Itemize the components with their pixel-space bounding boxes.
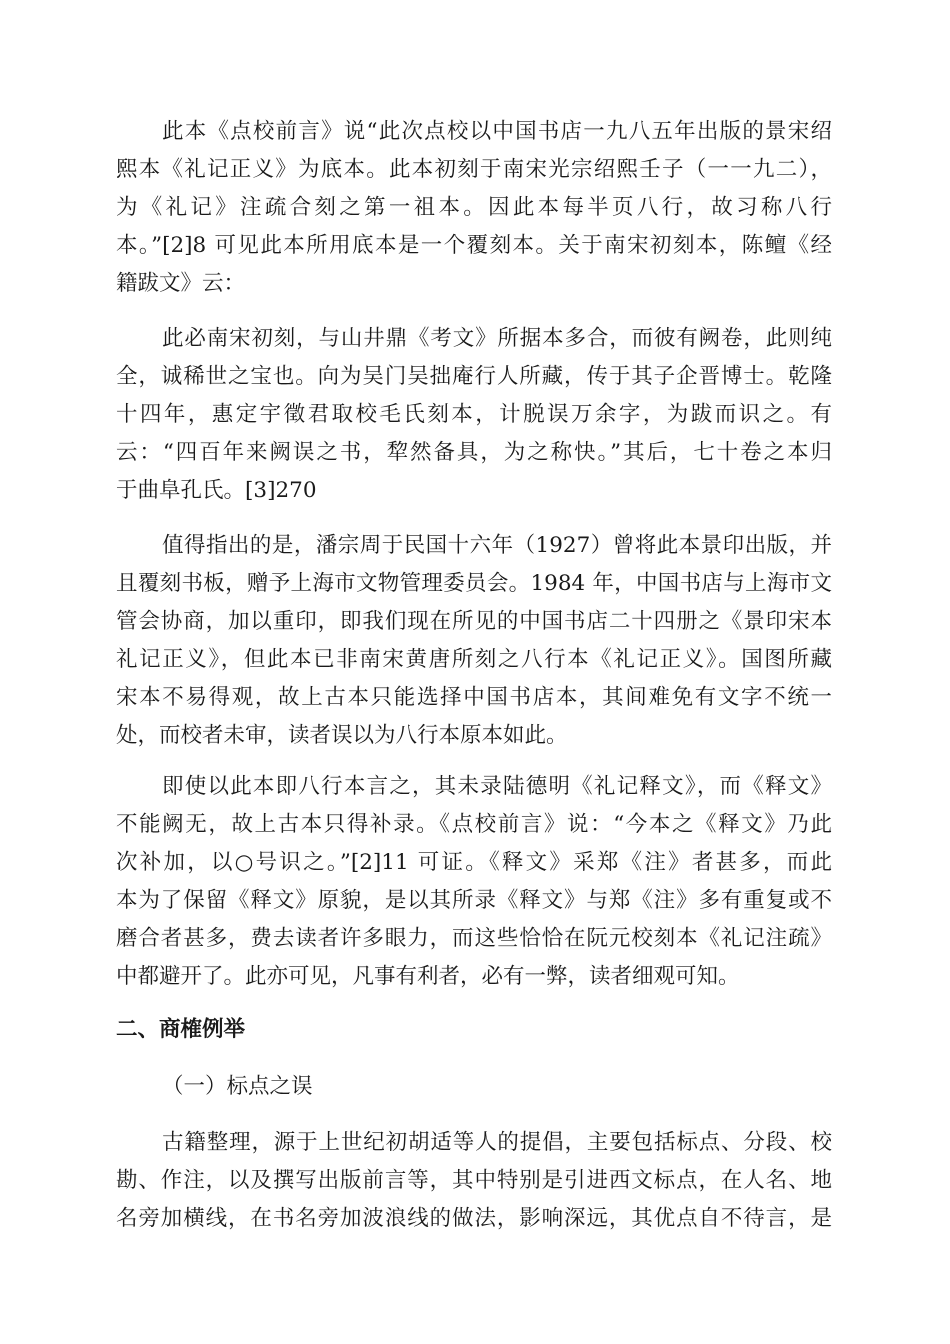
paragraph-preface-quote [116,113,832,303]
text-line: 次补加，以○号识之。”[2]11 可证。《释文》采郑《注》者甚多，而此 [116,850,832,875]
text-line: 熙本《礼记正义》为底本。此本初刻于南宋光宗绍熙壬子（一一九二）， [116,157,832,182]
paragraph-pan-zongzhou [116,527,832,755]
text-line: 管会协商，加以重印，即我们现在所见的中国书店二十四册之《景印宋本 [116,609,832,634]
subsection-heading: （一）标点之误 [162,1074,313,1099]
text-line: 云：“四百年来阙误之书，犂然备具，为之称快。”其后，七十卷之本归 [116,440,832,465]
paragraph-punctuation [116,1124,832,1238]
text-line: 于曲阜孔氏。[3]270 [116,478,317,503]
text-line: 本为了保留《释文》原貌，是以其所录《释文》与郑《注》多有重复或不 [116,888,832,913]
text-line: 礼记正义》，但此本已非南宋黄唐所刻之八行本《礼记正义》。国图所藏 [116,647,832,672]
text-line: 即使以此本即八行本言之，其未录陆德明《礼记释文》，而《释文》 [162,774,832,799]
text-line: 不能阙无，故上古本只得补录。《点校前言》说：“今本之《释文》乃此 [116,812,832,837]
text-line: 中都避开了。此亦可见，凡事有利者，必有一弊，读者细观可知。 [116,964,740,989]
text-line: 且覆刻书板，赠予上海市文物管理委员会。1984 年，中国书店与上海市文 [116,571,832,596]
text-line: 为《礼记》注疏合刻之第一祖本。因此本每半页八行，故习称八行 [116,195,832,220]
section-heading: 二、商榷例举 [116,1017,246,1042]
text-line: 十四年，惠定宇徵君取校毛氏刻本，计脱误万余字，为跋而识之。有 [116,402,832,427]
text-line: 全，诚稀世之宝也。向为吴门吴拙庵行人所藏，传于其子企晋博士。乾隆 [116,364,832,389]
text-line: 勘、作注，以及撰写出版前言等，其中特别是引进西文标点，在人名、地 [116,1168,832,1193]
text-line: 籍跋文》云： [116,271,246,296]
text-line: 此必南宋初刻，与山井鼎《考文》所据本多合，而彼有阙卷，此则纯 [162,326,832,351]
text-line: 名旁加横线，在书名旁加波浪线的做法，影响深远，其优点自不待言，是 [116,1206,832,1231]
text-line: 磨合者甚多，费去读者许多眼力，而这些恰恰在阮元校刻本《礼记注疏》 [116,926,832,951]
text-line: 宋本不易得观，故上古本只能选择中国书店本，其间难免有文字不统一 [116,685,832,710]
text-line: 古籍整理，源于上世纪初胡适等人的提倡，主要包括标点、分段、校 [162,1130,832,1155]
text-line: 处，而校者未审，读者误以为八行本原本如此。 [116,723,568,748]
text-line: 此本《点校前言》说“此次点校以中国书店一九八五年出版的景宋绍 [162,119,832,144]
text-line: 值得指出的是，潘宗周于民国十六年（1927）曾将此本景印出版，并 [162,533,832,558]
text-line: 本。”[2]8 可见此本所用底本是一个覆刻本。关于南宋初刻本，陈鳣《经 [116,233,832,258]
paragraph-chen-zhan-quote [116,320,832,510]
paragraph-shiwen [116,768,832,996]
